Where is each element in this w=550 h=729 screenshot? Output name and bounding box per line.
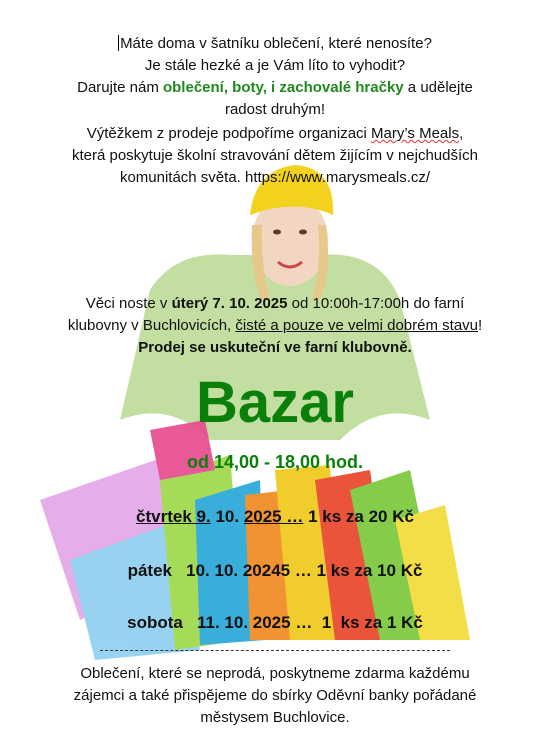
info-line-3: Prodej se uskuteční ve farní klubovně. [138,339,412,356]
footer-line-2: zájemci a také přispějeme do sbírky Oděvní banky pořádané [73,687,477,704]
info-line-2: klubovny v Buchlovicích, čisté a pouze ve velmi dobrém stavu! [67,317,483,334]
opening-hours: od 14,00 - 18,00 hod. [186,452,364,472]
info-line-1: Věci noste v úterý 7. 10. 2025 od 10:00h-17:00h do farní [85,295,465,312]
intro-line-6: která poskytuje školní stravování dětem žijícím v nejchudších [71,147,478,164]
intro-line-7: komunitách světa. https://www.marysmeals.cz/ [119,169,431,186]
day-saturday: sobota 11. 10. 2025 … 1 ks za 1 Kč [127,613,423,632]
dashed-divider [100,650,450,651]
day-friday: pátek 10. 10. 20245 … 1 ks za 10 Kč [127,561,423,580]
footer-line-1: Oblečení, které se neprodá, poskytneme zdarma každému [80,665,470,682]
footer-line-3: městysem Buchlovice. [200,709,350,726]
bazar-title: Bazar [196,370,354,435]
day-thursday: čtvrtek 9. 10. 2025 … 1 ks za 20 Kč [136,507,414,526]
intro-line-3: Darujte nám oblečení, boty, i zachovalé hračky a udělejte [77,79,473,96]
intro-line-2: Je stále hezké a je Vám líto to vyhodit? [144,57,406,74]
intro-line-4: radost druhým! [224,101,326,118]
intro-line-1: Máte doma v šatníku oblečení, které nenosíte? [120,35,432,52]
text-cursor [118,35,119,51]
intro-line-5: Výtěžkem z prodeje podpoříme organizaci Mary’s Meals, [86,125,464,142]
